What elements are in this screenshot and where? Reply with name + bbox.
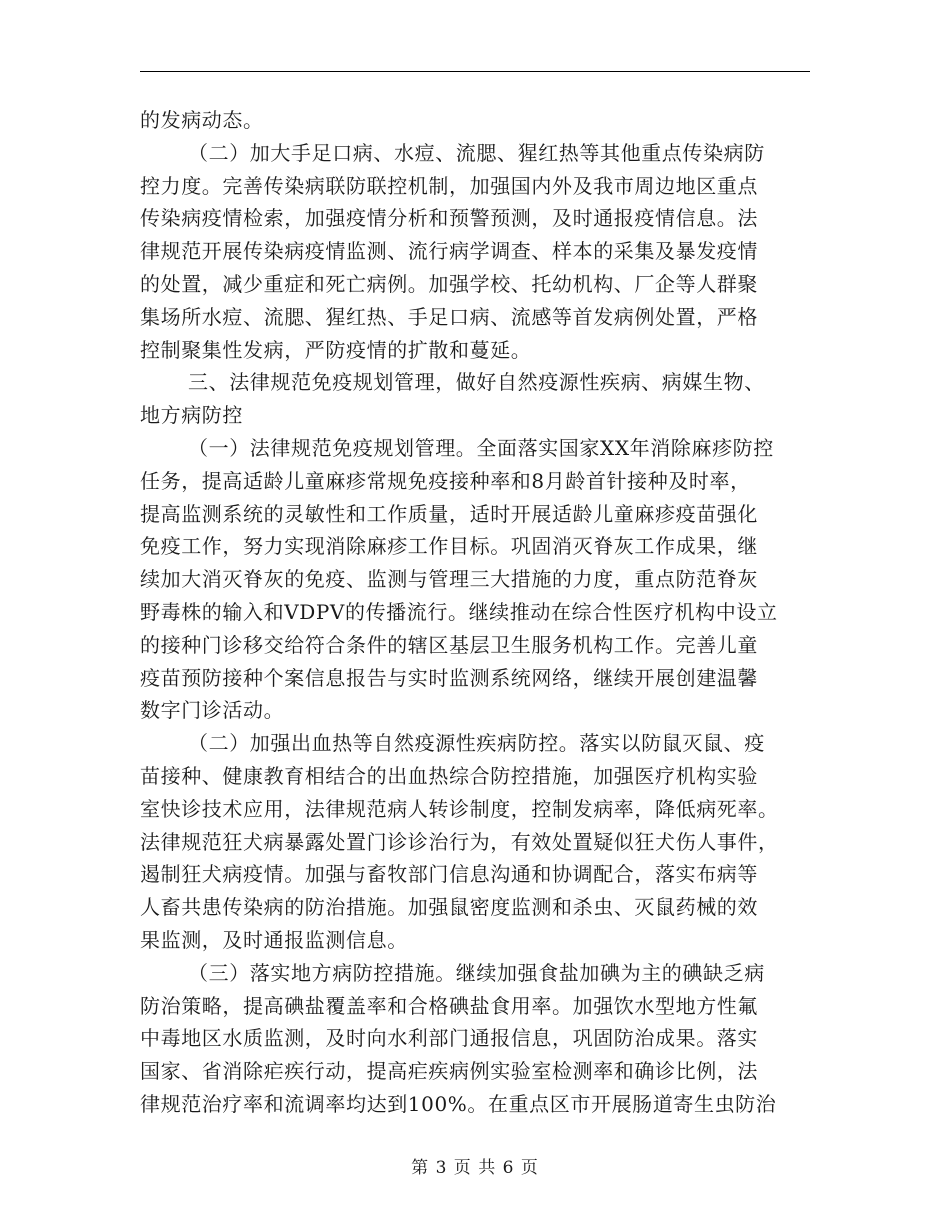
text-line: 果监测，及时通报监测信息。 xyxy=(140,927,408,952)
text-line: （三）落实地方病防控措施。继续加强食盐加碘为主的碘缺乏病 xyxy=(188,960,765,985)
text-line: 疫苗预防接种个案信息报告与实时监测系统网络，继续开展创建温馨 xyxy=(140,665,758,690)
text-line: （二）加大手足口病、水痘、流腮、猩红热等其他重点传染病防 xyxy=(188,140,765,165)
text-line: 苗接种、健康教育相结合的出血热综合防控措施，加强医疗机构实验 xyxy=(140,763,758,788)
text-line: 中毒地区水质监测，及时向水利部门通报信息，巩固防治成果。落实 xyxy=(140,1026,758,1051)
text-line: 的处置，减少重症和死亡病例。加强学校、托幼机构、厂企等人群聚 xyxy=(140,271,758,296)
text-line: 集场所水痘、流腮、猩红热、手足口病、流感等首发病例处置，严格 xyxy=(140,304,758,329)
section-heading: 三、法律规范免疫规划管理，做好自然疫源性疾病、病媒生物、 xyxy=(188,370,765,395)
header-rule xyxy=(140,71,810,72)
text-line: 国家、省消除疟疾行动，提高疟疾病例实验室检测率和确诊比例，法 xyxy=(140,1059,758,1084)
text-line: 野毒株的输入和VDPV的传播流行。继续推动在综合性医疗机构中设立 xyxy=(140,599,778,624)
text-line: 提高监测系统的灵敏性和工作质量，适时开展适龄儿童麻疹疫苗强化 xyxy=(140,501,758,526)
text-line: 室快诊技术应用，法律规范病人转诊制度，控制发病率，降低病死率。 xyxy=(140,796,779,821)
text-line: 法律规范狂犬病暴露处置门诊诊治行为，有效处置疑似狂犬伤人事件， xyxy=(140,829,779,854)
document-body xyxy=(140,104,810,1121)
text-line: 防治策略，提高碘盐覆盖率和合格碘盐食用率。加强饮水型地方性氟 xyxy=(140,993,758,1018)
text-line: （一）法律规范免疫规划管理。全面落实国家XX年消除麻疹防控 xyxy=(188,435,774,460)
text-line: 的发病动态。 xyxy=(140,108,264,132)
text-line: 任务，提高适龄儿童麻疹常规免疫接种率和8月龄首针接种及时率， xyxy=(140,468,751,493)
text-line: 传染病疫情检索，加强疫情分析和预警预测，及时通报疫情信息。法 xyxy=(140,206,758,231)
text-line: 的接种门诊移交给符合条件的辖区基层卫生服务机构工作。完善儿童 xyxy=(140,632,758,657)
text-line: 遏制狂犬病疫情。加强与畜牧部门信息沟通和协调配合，落实布病等 xyxy=(140,862,758,887)
text-line: 免疫工作，努力实现消除麻疹工作目标。巩固消灭脊灰工作成果，继 xyxy=(140,534,758,559)
section-heading: 地方病防控 xyxy=(140,403,243,428)
text-line: 数字门诊活动。 xyxy=(140,698,285,723)
text-line: 律规范治疗率和流调率均达到100%。在重点区市开展肠道寄生虫防治 xyxy=(140,1091,777,1116)
text-line: 续加大消灭脊灰的免疫、监测与管理三大措施的力度，重点防范脊灰 xyxy=(140,567,758,592)
text-line: 人畜共患传染病的防治措施。加强鼠密度监测和杀虫、灭鼠药械的效 xyxy=(140,895,758,920)
text-line: （二）加强出血热等自然疫源性疾病防控。落实以防鼠灭鼠、疫 xyxy=(188,731,765,756)
page-number: 第 3 页 共 6 页 xyxy=(411,1158,539,1178)
text-line: 控力度。完善传染病联防联控机制，加强国内外及我市周边地区重点 xyxy=(140,173,758,198)
text-line: 控制聚集性发病，严防疫情的扩散和蔓延。 xyxy=(140,337,532,362)
text-line: 律规范开展传染病疫情监测、流行病学调查、样本的采集及暴发疫情 xyxy=(140,239,758,264)
